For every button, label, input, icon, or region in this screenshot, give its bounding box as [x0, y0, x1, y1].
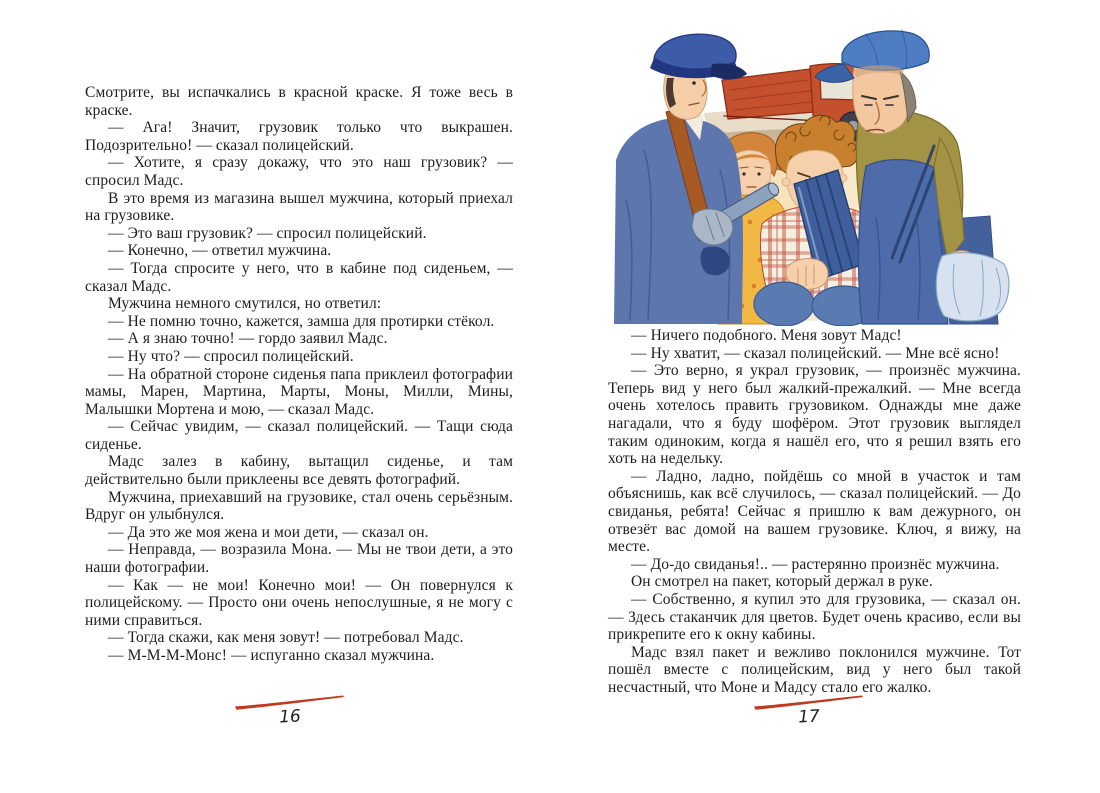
- left-page-footer: [232, 694, 348, 727]
- paragraph: Мужчина немного смутился, но ответил:: [108, 295, 382, 313]
- paragraph: — А я знаю точно! — гордо заявил Мадс.: [108, 330, 388, 348]
- paragraph: — Сейчас увидим, — сказал полицейский. — Тащи сюда сиденье.: [85, 418, 513, 453]
- paragraph: — Собственно, я купил это для грузовика, — сказал он. — Здесь стаканчик для цветов. Будет очень красиво, если вы прикрепите его к окну кабины.: [608, 590, 1021, 644]
- paragraph: В это время из магазина вышел мужчина, который приехал на грузовике.: [85, 189, 513, 225]
- paragraph: — Конечно, — ответил мужчина.: [108, 242, 332, 260]
- paragraph: — Ага! Значит, грузовик только что выкрашен. Подозрительно! — сказал полицейский.: [85, 119, 513, 154]
- paragraph: — Неправда, — возразила Мона. — Мы не твои дети, а это наши фотографии.: [85, 541, 513, 577]
- paragraph: — Это верно, я украл грузовик, — произнёс мужчина. Теперь вид у него был жалкий-прежалкий. — Мне всегда очень хотелось править грузовиком. Однажды мне даже нагадали, что я буду шофёром. Этот грузовик выглядел таким одиноким, когда я нашёл его, что я решил взять его хоть на недельку.: [608, 362, 1021, 468]
- paragraph: — Ну хватит, — сказал полицейский. — Мне всё ясно!: [631, 344, 1000, 362]
- paragraph: — М-М-М-Монс! — испуганно сказал мужчина.: [108, 647, 435, 664]
- left-text-column: [85, 84, 513, 665]
- paragraph: — Ладно, ладно, пойдёшь со мной в участок и там объяснишь, как всё случилось, — сказал полицейский. — До свиданья, ребята! Сейчас я пришлю к вам дежурного, он отвезёт вас домой на вашем грузовике. Ключ, я вижу, на месте.: [608, 467, 1021, 556]
- paragraph: Смотрите, вы испачкались в красной краске. Я тоже весь в краске.: [85, 84, 513, 119]
- paragraph: — На обратной стороне сиденья папа приклеил фотографии мамы, Марен, Мартина, Марты, Моны, Милли, Мины, Малышки Мортена и мою, — сказал Мадс.: [85, 365, 513, 418]
- paragraph: — Это ваш грузовик? — спросил полицейский.: [108, 224, 427, 242]
- paragraph: Мужчина, приехавший на грузовике, стал очень серьёзным. Вдруг он улыбнулся.: [85, 488, 513, 524]
- page-number: 17: [797, 706, 821, 728]
- illustration: [604, 18, 1050, 326]
- paragraph: — Тогда спросите у него, что в кабине под сиденьем, — сказал Мадс.: [85, 259, 513, 295]
- paragraph: Он смотрел на пакет, который держал в руке.: [631, 573, 933, 591]
- paragraph: — Тогда скажи, как меня зовут! — потребовал Мадс.: [108, 629, 464, 647]
- right-page-footer: [751, 694, 867, 727]
- parcel-bag: [936, 253, 1009, 321]
- illustration-svg: [604, 18, 1050, 326]
- paragraph: — До-до свиданья!.. — растерянно произнёс мужчина.: [631, 555, 1000, 573]
- paragraph: — Как — не мои! Конечно мои! — Он повернулся к полицейскому. — Просто они очень непослушные, я не могу с ними справиться.: [85, 576, 513, 629]
- paragraph: — Не помню точно, кажется, замша для протирки стёкол.: [108, 312, 495, 330]
- page-number: 16: [278, 706, 302, 728]
- paragraph: — Да это же моя жена и мои дети, — сказал он.: [108, 523, 429, 541]
- paragraph: — Ничего подобного. Меня зовут Мадс!: [631, 327, 902, 344]
- paragraph: Мадс взял пакет и вежливо поклонился мужчине. Тот пошёл вместе с полицейским, вид у него был такой несчастный, что Моне и Мадсу стало его жалко.: [608, 643, 1021, 696]
- paragraph: — Ну что? — спросил полицейский.: [108, 347, 354, 365]
- paragraph: Мадс залез в кабину, вытащил сиденье, и там действительно были приклеены все девять фотографий.: [85, 453, 513, 489]
- paragraph: — Хотите, я сразу докажу, что это наш грузовик? — спросил Мадс.: [85, 154, 513, 189]
- right-text-column: [608, 327, 1021, 696]
